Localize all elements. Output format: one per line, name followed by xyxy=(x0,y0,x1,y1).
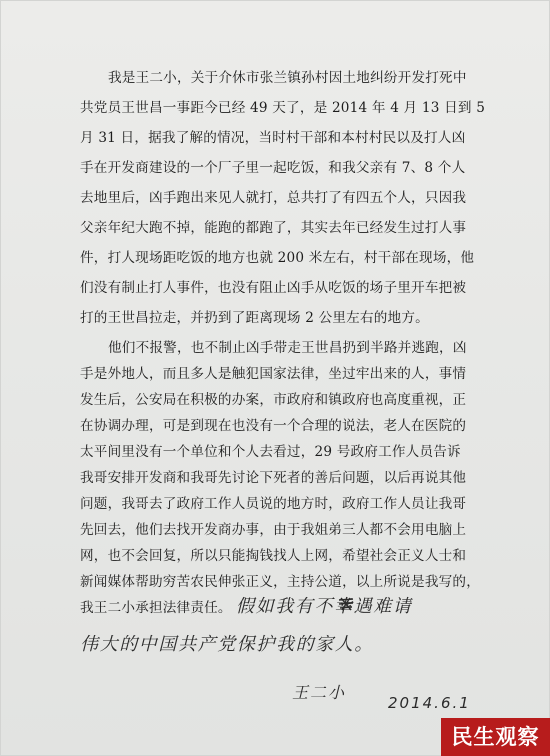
letter-line: 去地里后，凶手跑出来见人就打，总共打了有四五个人，只因我 xyxy=(80,190,467,206)
letter-line: 新闻媒体帮助穷苦农民伸张正义，主持公道，以上所说是我写的， xyxy=(80,574,481,590)
letter-line: 网，也不会回复，所以只能掏钱找人上网，希望社会正义人士和 xyxy=(80,548,467,564)
letter-line: 我王二小承担法律责任。 xyxy=(80,600,232,616)
handwritten-date: 2014.6.1 xyxy=(388,694,471,712)
letter-line: 月 31 日，据我了解的情况，当时村干部和本村村民以及打人凶 xyxy=(80,130,466,146)
letter-line: 共党员王世昌一事距今已经 49 天了，是 2014 年 4 月 13 日到 5 xyxy=(80,100,486,116)
handwritten-note-line-2: 伟大的中国共产党保护我的家人。 xyxy=(80,634,374,655)
watermark-logo: 民生观察 xyxy=(441,718,550,756)
letter-line: 我哥安排开发商和我哥先讨论下死者的善后问题，以后再说其他 xyxy=(80,470,467,486)
letter-line: 手是外地人，而且多人是触犯国家法律，坐过牢出来的人，事情 xyxy=(80,366,467,382)
letter-line: 先回去，他们去找开发商办事，由于我姐弟三人都不会用电脑上 xyxy=(80,522,467,538)
letter-line: 发生后，公安局在积极的办案，市政府和镇政府也高度重视，正 xyxy=(80,392,467,408)
letter-line: 们没有制止打人事件，也没有阻止凶手从吃饭的场子里开车把被 xyxy=(80,280,467,296)
letter-line: 打的王世昌拉走，并扔到了距离现场 2 公里左右的地方。 xyxy=(80,310,429,326)
letter-line: 我是王二小，关于介休市张兰镇孙村因土地纠纷开发打死中 xyxy=(108,70,467,86)
crossed-out-scribble xyxy=(338,596,354,612)
letter-line: 他们不报警，也不制止凶手带走王世昌扔到半路并逃跑，凶 xyxy=(108,340,467,356)
letter-line: 件，打人现场距吃饭的地方也就 200 米左右，村干部在现场，他 xyxy=(80,250,475,266)
letter-line: 问题，我哥去了政府工作人员说的地方时，政府工作人员让我哥 xyxy=(80,496,467,512)
letter-line: 太平间里没有一个单位和个人去看过，29 号政府工作人员告诉 xyxy=(80,444,461,460)
letter-line: 父亲年纪大跑不掉，能跑的都跑了，其实去年已经发生过打人事 xyxy=(80,220,467,236)
handwritten-note-line-1: 假如我有不幸遇难请 xyxy=(236,596,413,617)
handwritten-signature: 王二小 xyxy=(292,683,347,702)
letter-line: 在协调办理，可是到现在也没有一个合理的说法，老人在医院的 xyxy=(80,418,467,434)
letter-line: 手在开发商建设的一个厂子里一起吃饭，和我父亲有 7、8 个人 xyxy=(80,160,466,176)
